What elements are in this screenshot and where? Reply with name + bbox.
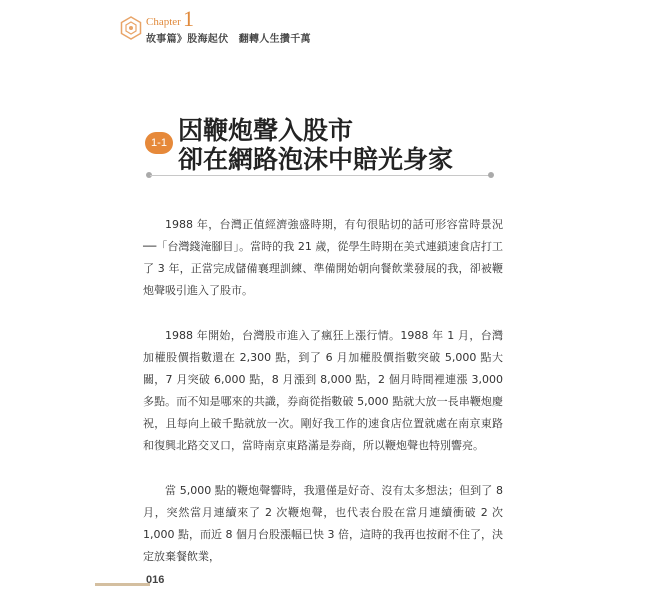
- section-title-line-2: 卻在網路泡沫中賠光身家: [178, 145, 454, 174]
- hexagon-chapter-icon: [120, 16, 142, 40]
- paragraph: 1988 年，台灣正值經濟強盛時期，有句很貼切的話可形容當時景況──「台灣錢淹腳目」。當時的我 21 歲，從學生時期在美式連鎖速食店打工了 3 年，正當完成儲備襄理訓練、準備開始朝向餐飲業發展的我，卻被鞭炮聲吸引進入了股市。: [143, 218, 503, 297]
- page-number: 016: [146, 574, 165, 586]
- section-title: [178, 116, 453, 174]
- section-title-line-1: 因鞭炮聲入股市: [178, 116, 354, 145]
- chapter-subtitle: 故事篇》股海起伏 翻轉人生攢千萬: [146, 34, 311, 45]
- body-text: [143, 214, 503, 591]
- footer-divider: [95, 583, 150, 586]
- section-number-badge: 1-1: [145, 132, 173, 154]
- paragraph: 當 5,000 點的鞭炮聲響時，我還僅是好奇、沒有太多想法；但到了 8 月，突然當月連續來了 2 次鞭炮聲，也代表台股在當月連續衝破 2 次 1,000 點，而近 8 個月台股漲幅已快 3 倍，這時的我再也按耐不住了，決定放棄餐飲業，: [143, 484, 503, 563]
- rule-dot-right: [488, 172, 494, 178]
- chapter-number: 1: [183, 6, 194, 31]
- chapter-label: Chapter: [146, 16, 181, 28]
- section-title-divider: [150, 175, 490, 176]
- paragraph: 1988 年開始，台灣股市進入了瘋狂上漲行情。1988 年 1 月，台灣加權股價指數還在 2,300 點，到了 6 月加權股價指數突破 5,000 點大關，7 月突破 6,000 點，8 月漲到 8,000 點，2 個月時間裡連漲 3,000 多點。而不知是哪來的共識，券商從指數破 5,000 點就大放一長串鞭炮慶祝，且每向上破千點就放一次。剛好我工作的速食店位置就處在南京東路和復興北路交叉口，當時南京東路滿是券商，所以鞭炮聲也特別響亮。: [143, 329, 503, 452]
